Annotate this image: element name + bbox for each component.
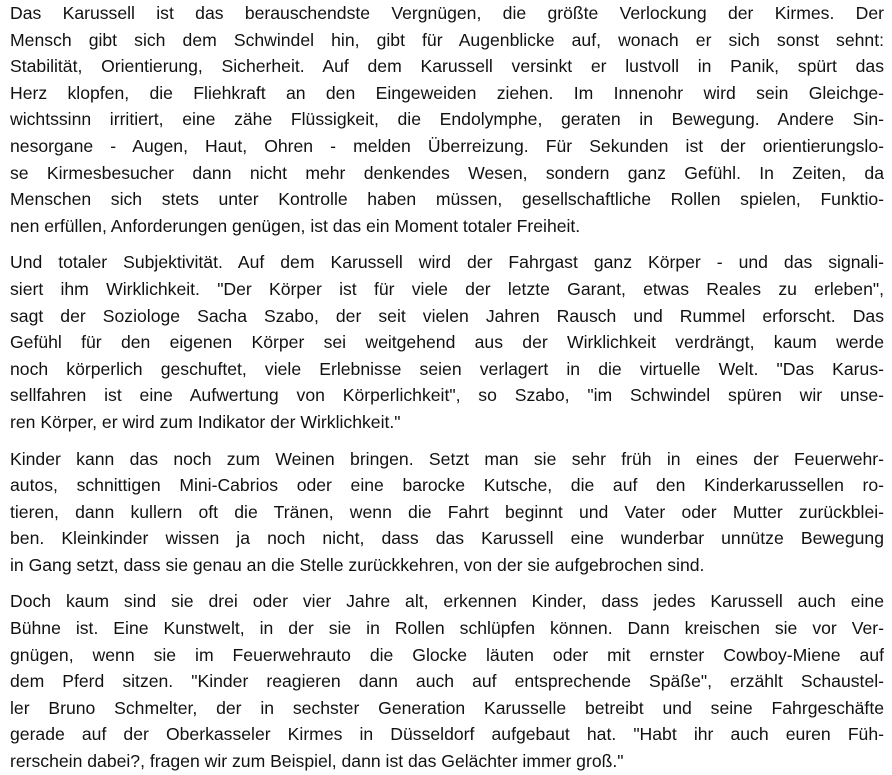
text-line: tieren, dann kullern oft die Tränen, wenn die Fahrt beginnt und Vater oder Mutter zurückblei- [10,501,884,522]
text-line: Das Karussell ist das berauschendste Vergnügen, die größte Verlockung der Kirmes. Der [10,3,884,23]
paragraph-2 [10,249,884,435]
text-line: autos, schnittigen Mini-Cabrios oder eine barocke Kutsche, die auf den Kinderkarussellen ro- [10,475,884,496]
text-line: Stabilität, Orientierung, Sicherheit. Auf dem Karussell versinkt er lustvoll in Panik, spürt das [10,56,884,77]
text-line: sellfahren ist eine Aufwertung von Körperlichkeit", so Szabo, "im Schwindel spüren wir unse- [10,385,884,406]
paragraph-4 [10,588,884,774]
text-line: nen erfüllen, Anforderungen genügen, ist das ein Moment totaler Freiheit. [10,215,581,236]
text-line: Und totaler Subjektivität. Auf dem Karussell wird der Fahrgast ganz Körper - und das signali- [10,252,884,273]
text-line: noch körperlich geschuftet, viele Erlebnisse seien verlagert in die virtuelle Welt. "Das Karus- [10,358,884,379]
text-line: Gefühl für den eigenen Körper sei weitgehend aus der Wirklichkeit verdrängt, kaum werde [10,332,884,353]
text-line: ler Bruno Schmelter, der in sechster Generation Karusselle betreibt und seine Fahrgeschäfte [10,697,884,718]
text-line: ben. Kleinkinder wissen ja noch nicht, dass das Karussell eine wunderbar unnütze Bewegung [10,528,884,549]
text-line: in Gang setzt, dass sie genau an die Stelle zurückkehren, von der sie aufgebrochen sind. [10,554,705,575]
text-line: wichtssinn irritiert, eine zähe Flüssigkeit, die Endolymphe, geraten in Bewegung. Andere Sin- [10,109,884,130]
text-line: gerade auf der Oberkasseler Kirmes in Düsseldorf aufgebaut hat. "Habt ihr auch euren Füh- [10,724,884,745]
paragraph-1 [10,0,884,239]
text-line: gnügen, wenn sie im Feuerwehrauto die Glocke läuten oder mit ernster Cowboy-Miene auf [10,644,884,665]
text-line: sagt der Soziologe Sacha Szabo, der seit vielen Jahren Rausch und Rummel erforscht. Das [10,305,884,326]
text-line: ren Körper, er wird zum Indikator der Wirklichkeit." [10,411,401,432]
text-line: Mensch gibt sich dem Schwindel hin, gibt für Augenblicke auf, wonach er sich sonst sehnt: [10,29,884,50]
text-line: Doch kaum sind sie drei oder vier Jahre alt, erkennen Kinder, dass jedes Karussell auch eine [10,591,884,612]
text-line: rerschein dabei?, fragen wir zum Beispiel, dann ist das Gelächter immer groß." [10,751,624,772]
paragraph-3 [10,446,884,579]
text-line: dem Pferd sitzen. "Kinder reagieren dann auch auf entsprechende Späße", erzählt Schaustel- [10,671,884,692]
text-line: Kinder kann das noch zum Weinen bringen. Setzt man sie sehr früh in eines der Feuerwehr- [10,448,884,469]
text-line: Bühne ist. Eine Kunstwelt, in der sie in Rollen schlüpfen können. Dann kreischen sie vor Ver- [10,618,884,639]
text-line: Menschen sich stets unter Kontrolle haben müssen, gesellschaftliche Rollen spielen, Funktio- [10,189,884,210]
text-line: siert ihm Wirklichkeit. "Der Körper ist für viele der letzte Garant, etwas Reales zu erleben", [10,278,884,299]
text-line: nesorgane - Augen, Haut, Ohren - melden Überreizung. Für Sekunden ist der orientierungslo- [10,135,884,156]
text-line: se Kirmesbesucher dann nicht mehr denkendes Wesen, sondern ganz Gefühl. In Zeiten, da [10,162,884,183]
text-line: Herz klopfen, die Fliehkraft an den Eingeweiden ziehen. Im Innenohr wird sein Gleichge- [10,82,884,103]
